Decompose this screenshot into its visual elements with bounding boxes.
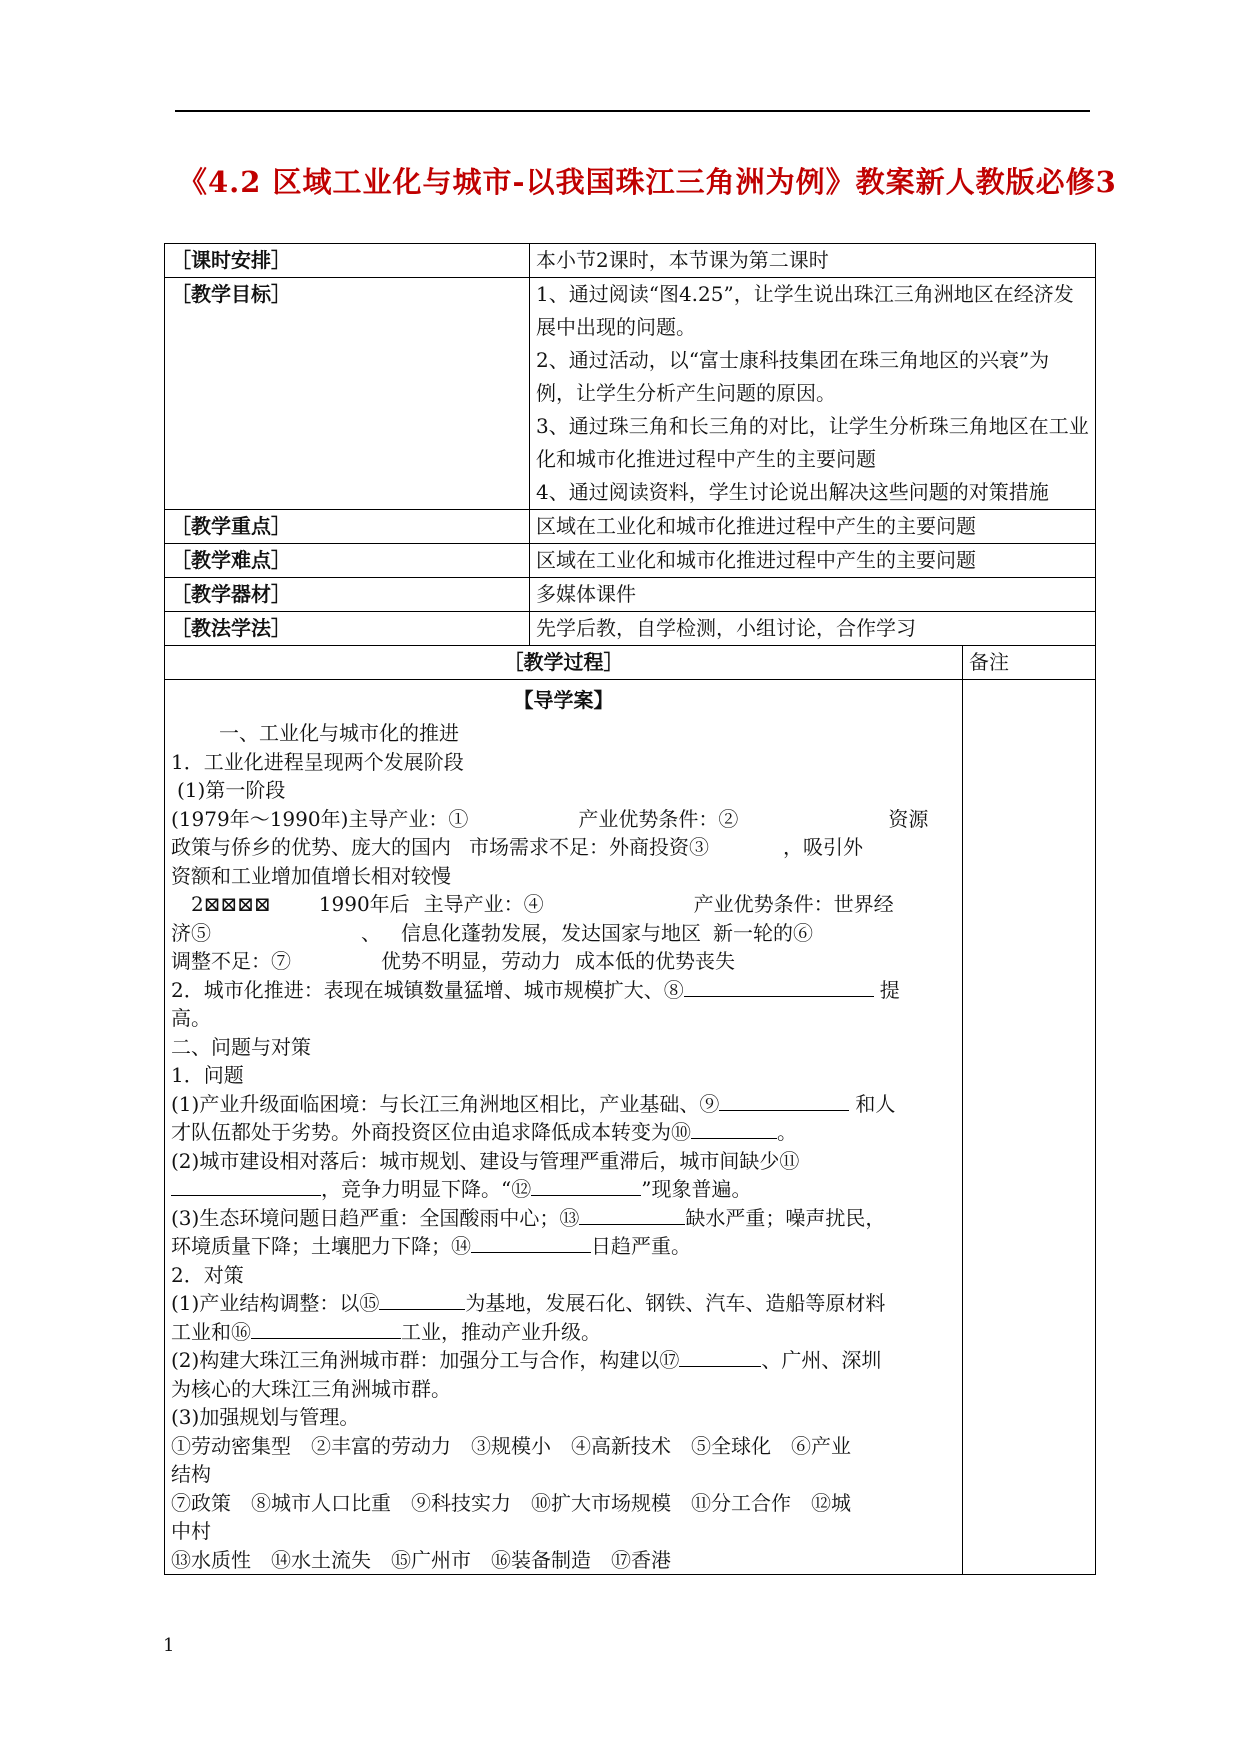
text-line: (1)第一阶段 [177,778,286,802]
text-line [171,1090,956,1119]
row-value: 区域在工业化和城市化推进过程中产生的主要问题 [530,544,1096,578]
row-label: ［教学难点］ [165,544,530,578]
text-run: 、 [361,920,381,945]
text-line: 2．对策 [171,1262,244,1287]
table-row [165,646,1096,680]
remarks-cell [963,680,1096,1575]
text-run: 和人 [855,1091,896,1116]
text-run: 优势不明显，劳动力 [381,949,561,973]
text-run: 调整不足：⑦ [171,949,291,973]
text-run: (2)构建大珠江三角洲城市群：加强分工与合作，构建以⑰ [171,1348,680,1372]
goal-item: 4、通过阅读资料，学生讨论说出解决这些问题的对策措施 [536,480,1049,504]
answer-blank [379,1291,465,1310]
text-line [171,976,956,1005]
table-row [165,244,1096,278]
text-line [171,805,956,834]
text-run: 信息化蓬勃发展，发达国家与地区 [401,920,701,945]
text-line [171,919,956,948]
page-number: 1 [163,1635,175,1656]
text-line [171,1346,956,1375]
text-run: 工业，推动产业升级。 [401,1319,601,1344]
answer-blank [471,1234,591,1253]
remarks-header: 备注 [963,646,1096,680]
text-line: (2)城市建设相对落后：城市规划、建设与管理严重滞后，城市间缺少⑪ [171,1148,800,1173]
text-run: 提 [879,977,900,1002]
answer-key-line: ①劳动密集型 ②丰富的劳动力 ③规模小 ④高新技术 ⑤全球化 ⑥产业 [171,1433,851,1458]
text-run: 资源 [888,806,929,831]
goal-item: 3、通过珠三角和长三角的对比，让学生分析珠三角地区在工业化和城市化推进过程中产生的主要问题 [536,414,1089,471]
goal-item: 2、通过活动，以“富士康科技集团在珠三角地区的兴衰”为例，让学生分析产生问题的原因。 [536,348,1050,405]
section-heading: 一、工业化与城市化的推进 [219,721,459,745]
text-run: (3)生态环境问题日趋严重：全国酸雨中心；⑬ [171,1205,580,1230]
text-run: 成本低的优势丧失 [575,949,735,973]
header-rule [175,110,1090,112]
lesson-plan-table [164,243,1096,1575]
text-run: 市场需求不足：外商投资③ [469,835,709,859]
text-run: ，竞争力明显下降。“⑫ [321,1177,532,1201]
answer-key-line: 中村 [171,1519,211,1543]
answer-blank [251,1320,401,1339]
text-run: (1)产业升级面临困境：与长江三角洲地区相比，产业基础、⑨ [171,1091,720,1116]
row-value: 本小节2课时，本节课为第二课时 [530,244,1096,278]
text-run: 才队伍都处于劣势。外商投资区位由追求降低成本转变为⑩ [171,1120,691,1144]
text-run: 2．城市化推进：表现在城镇数量猛增、城市规模扩大、⑧ [171,977,684,1002]
answer-key-line: 结构 [171,1462,211,1486]
answer-key-line: ⑬水质性 ⑭水土流失 ⑮广州市 ⑯装备制造 ⑰香港 [171,1547,671,1572]
row-label: ［课时安排］ [165,244,530,278]
answer-blank [579,1206,685,1225]
row-value: 多媒体课件 [530,578,1096,612]
text-run: 日趋严重。 [591,1234,691,1258]
text-run: 2⊠⊠⊠⊠ [191,892,271,916]
text-line [171,1118,956,1147]
answer-blank [171,1177,321,1196]
text-line [171,1318,956,1347]
process-header: ［教学过程］ [165,646,963,680]
table-row [165,278,1096,510]
text-line [171,947,956,976]
goal-item: 1、通过阅读“图4.25”，让学生说出珠江三角洲地区在经济发展中出现的问题。 [536,282,1074,339]
table-row [165,680,1096,1575]
text-run: 为基地，发展石化、钢铁、汽车、造船等原材料 [465,1291,886,1315]
table-row [165,612,1096,646]
answer-blank [679,1348,761,1367]
row-value: 先学后教，自学检测，小组讨论，合作学习 [530,612,1096,646]
text-line: 1．工业化进程呈现两个发展阶段 [171,749,464,774]
text-run: (1979年～1990年)主导产业：① [171,806,469,831]
text-run: 。 [777,1120,797,1144]
answer-blank [691,1120,777,1139]
table-row [165,544,1096,578]
text-run: 济⑤ [171,920,211,945]
row-label: ［教法学法］ [165,612,530,646]
row-value: 区域在工业化和城市化推进过程中产生的主要问题 [530,510,1096,544]
section-heading: 二、问题与对策 [171,1034,311,1059]
teaching-goals [530,278,1096,510]
text-run: 产业优势条件：② [578,806,739,831]
text-line: 高。 [171,1006,211,1030]
text-run: 新一轮的⑥ [713,920,813,945]
answer-blank [719,1092,849,1111]
text-line [171,1175,956,1204]
text-line [171,833,956,862]
text-line [171,1204,956,1233]
text-line: 为核心的大珠江三角洲城市群。 [171,1376,451,1401]
row-label: ［教学重点］ [165,510,530,544]
text-line [171,890,956,919]
row-label: ［教学器材］ [165,578,530,612]
text-line: 资额和工业增加值增长相对较慢 [171,863,451,888]
text-run: 主导产业：④ [423,892,544,916]
table-row [165,578,1096,612]
text-run: 工业和⑯ [171,1319,251,1344]
text-run: 产业优势条件：世界经 [693,892,894,916]
text-line: (3)加强规划与管理。 [171,1405,360,1429]
row-label: ［教学目标］ [165,278,530,510]
document-title: 《4.2 区域工业化与城市-以我国珠江三角洲为例》教案新人教版必修3 [178,165,1117,199]
text-run: 环境质量下降；土壤肥力下降；⑭ [171,1234,471,1258]
guide-content [165,680,963,1575]
text-line [171,1289,956,1318]
text-run: 缺水严重；噪声扰民， [685,1205,886,1230]
text-run: 1990年后 [318,892,410,916]
text-line: 1．问题 [171,1063,244,1087]
text-run: 、广州、深圳 [761,1348,882,1372]
table-row [165,510,1096,544]
text-line [171,1232,956,1261]
answer-blank [684,978,874,997]
text-run: (1)产业结构调整：以⑮ [171,1291,380,1315]
answer-key-line: ⑦政策 ⑧城市人口比重 ⑨科技实力 ⑩扩大市场规模 ⑪分工合作 ⑫城 [171,1490,851,1515]
text-run: 政策与侨乡的优势、庞大的国内 [171,835,451,859]
text-run: ”现象普遍。 [641,1177,752,1201]
answer-blank [531,1177,641,1196]
text-run: ，吸引外 [783,835,863,859]
guide-title: 【导学案】 [513,688,614,712]
